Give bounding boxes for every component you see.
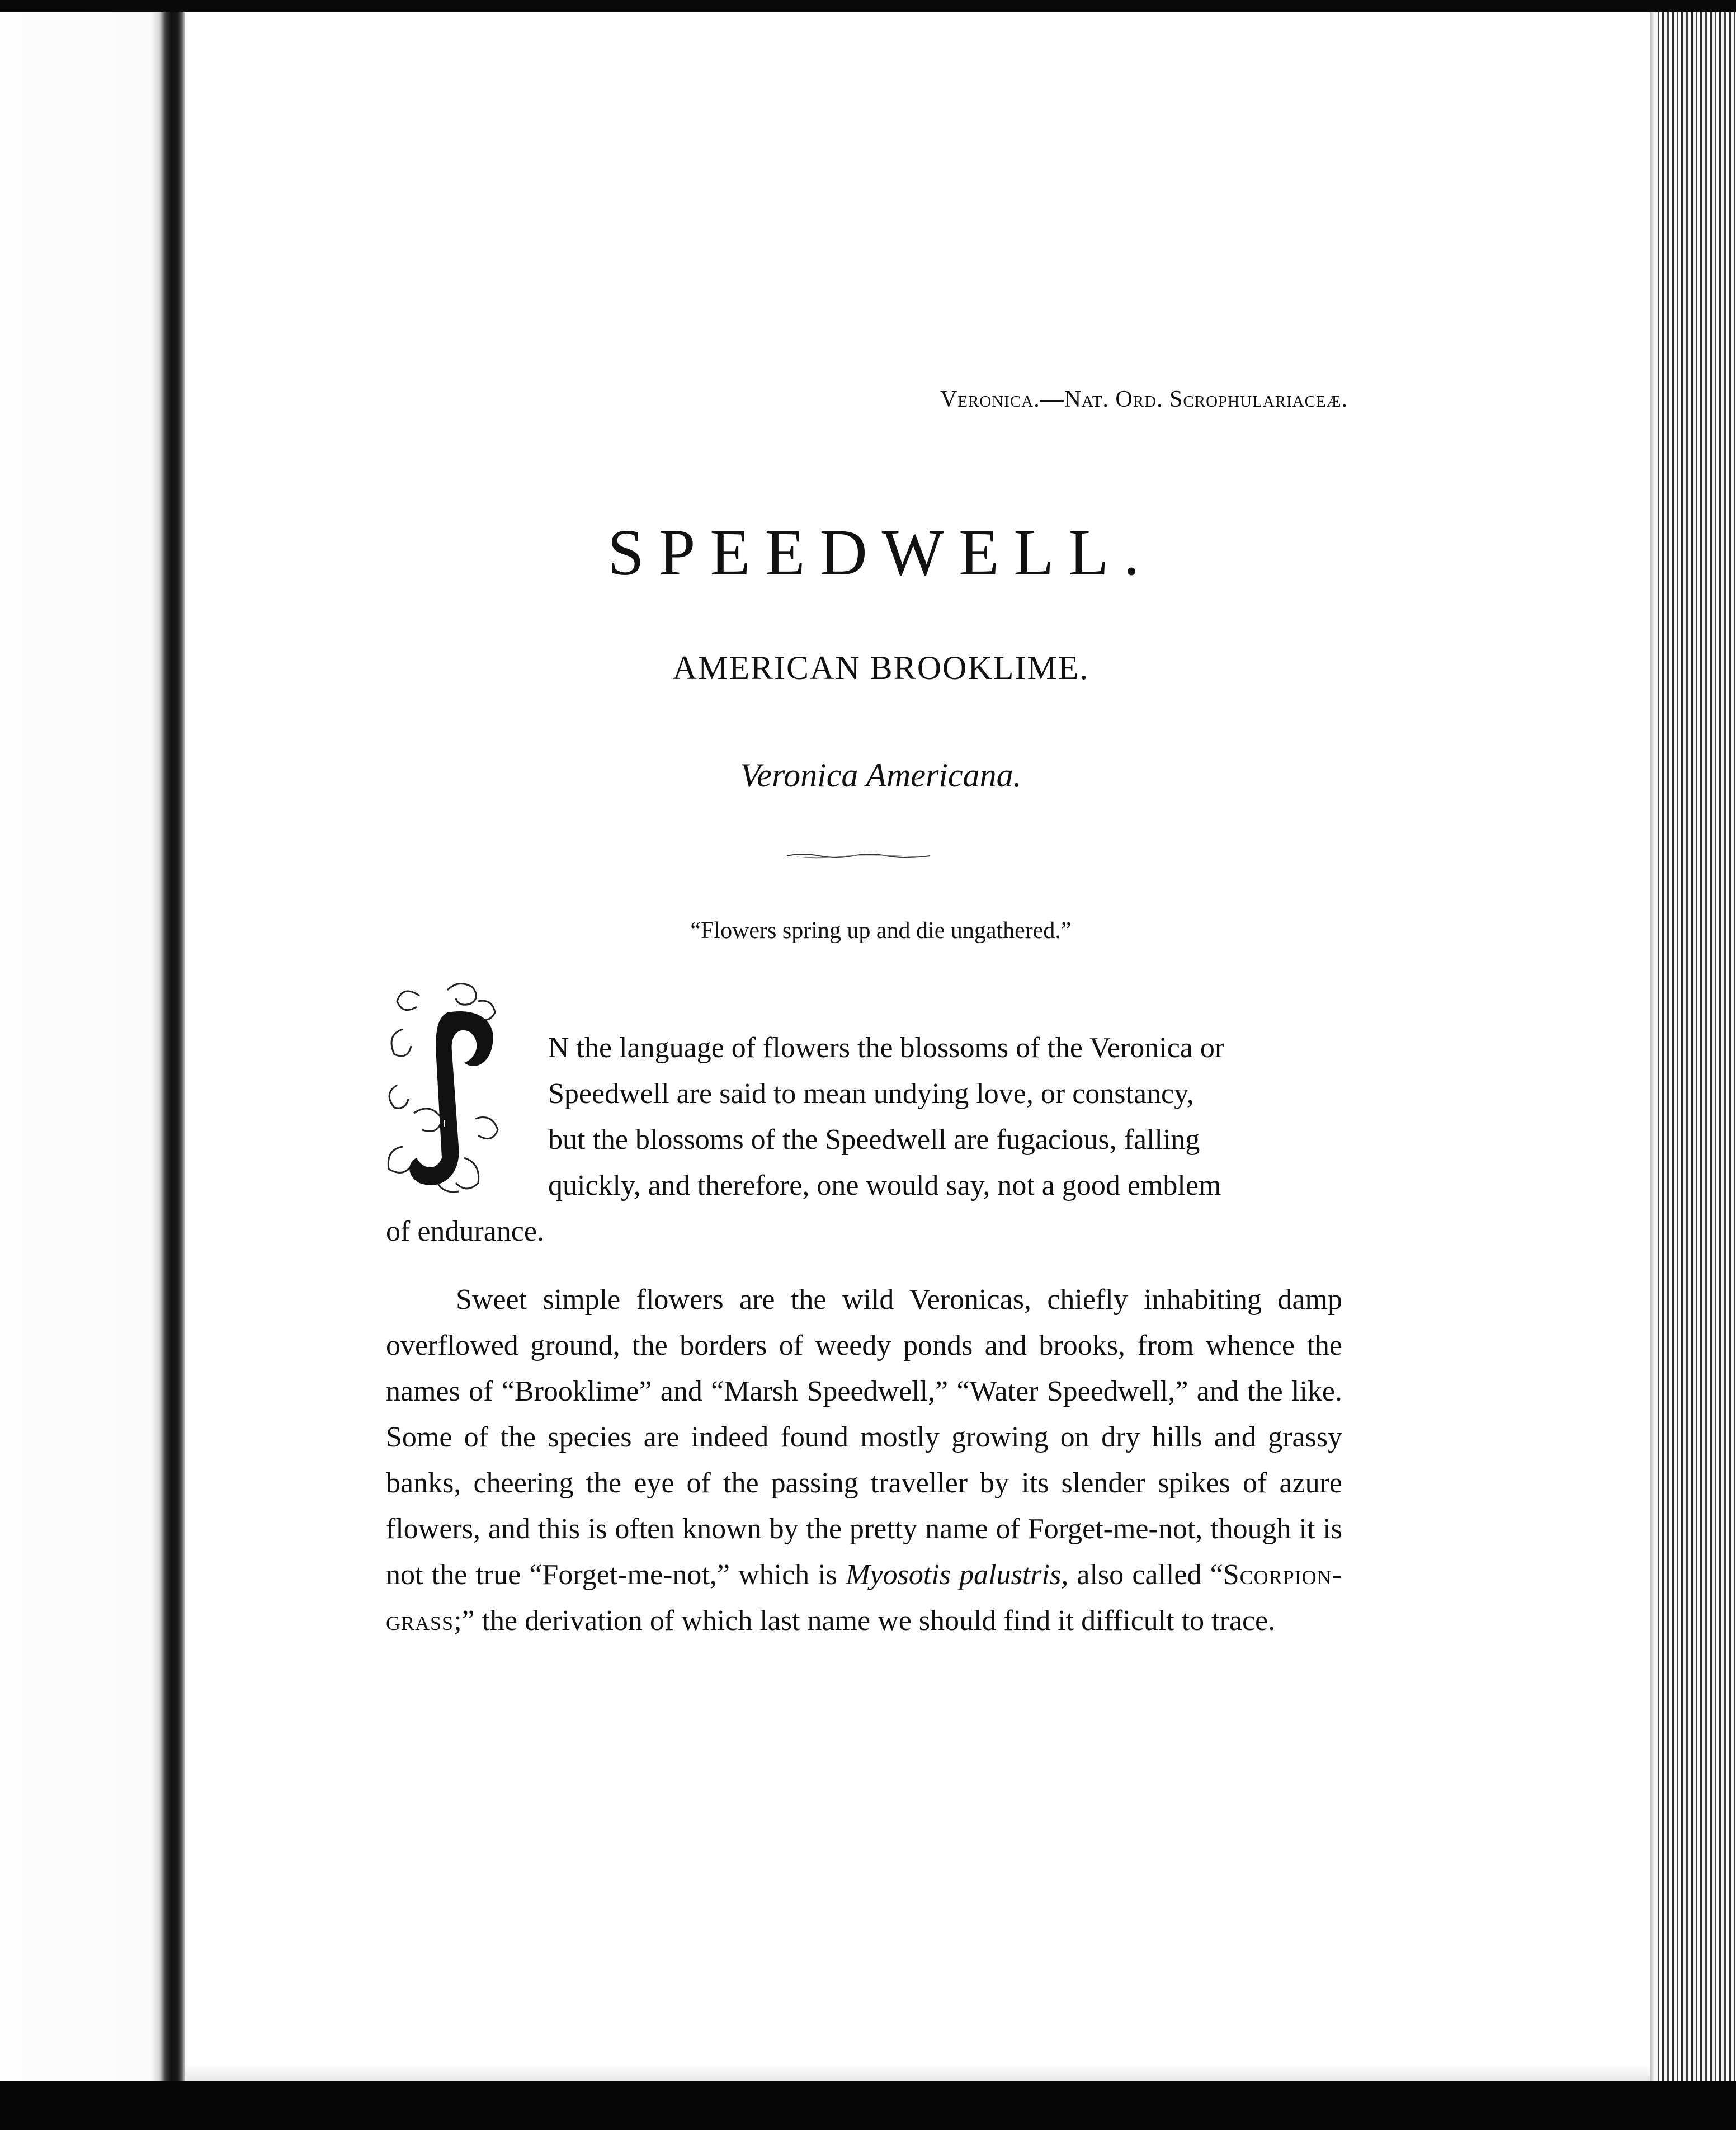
paragraph-1 [386, 1025, 1342, 1255]
paragraph-2-text-3: ;” the derivation of which last name we should find it difficult to trace. [454, 1605, 1276, 1637]
paragraph-1-line-5: of endurance. [386, 1215, 544, 1247]
page-edge-gutter [1650, 12, 1655, 2081]
scan-border-bottom [0, 2081, 1736, 2130]
running-head: Veronica.—Nat. Ord. Scrophulariaceæ. [940, 387, 1348, 412]
paragraph-1-line-1: N the language of flowers the blossoms of the Veronica or [548, 1032, 1225, 1064]
page-bottom-shadow [185, 2064, 1650, 2081]
paragraph-2-text-1: Sweet simple flowers are the wild Veronicas, chiefly inhabiting damp overflowed ground, the borders of weedy ponds and brooks, from whence the names of “Brooklime” and “Marsh Speedwell,” “Water Speedwell,” and the like. Some of the species are indeed found mostly growing on dry hills and grassy banks, cheering the eye of the passing traveller by its slender spikes of azure flowers, and this is often known by the pretty name of Forget-me-not, though it is not the true “Forget-me-not,” which is [386, 1284, 1342, 1591]
epigraph-quote: “Flowers spring up and die ungathered.” [690, 918, 1072, 944]
paragraph-2 [386, 1277, 1342, 1644]
facing-page-edge [0, 12, 185, 2081]
paragraph-1-line-3: but the blossoms of the Speedwell are fugacious, falling [548, 1124, 1200, 1156]
paragraph-2-small-caps: Scorpion-grass [386, 1559, 1342, 1637]
paragraph-1-line-2: Speedwell are said to mean undying love, or constancy, [548, 1078, 1194, 1110]
page-title: SPEEDWELL. [607, 516, 1154, 589]
common-name: AMERICAN BROOKLIME. [672, 649, 1089, 686]
paragraph-2-text-2: also called “ [1068, 1559, 1223, 1591]
scientific-name: Veronica Americana. [740, 757, 1022, 794]
ornamental-rule [786, 850, 931, 861]
drop-cap-letter: I [442, 1118, 447, 1130]
paragraph-2-species-name: Myosotis palustris, [846, 1559, 1069, 1591]
paragraph-1-line-4: quickly, and therefore, one would say, not a good emblem [548, 1170, 1221, 1201]
scan-border-top [0, 0, 1736, 12]
page-stack-edge [1650, 12, 1736, 2081]
